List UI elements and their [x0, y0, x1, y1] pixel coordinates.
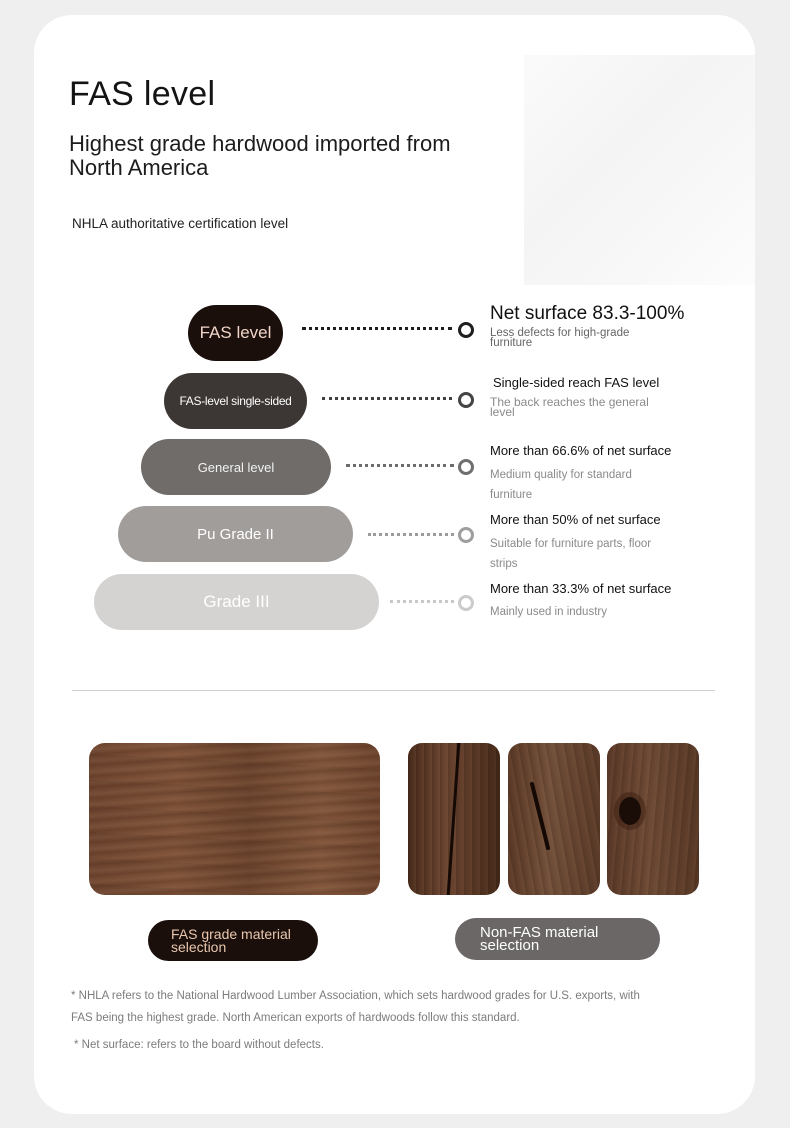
- non-fas-wood-crack-image: [408, 743, 500, 895]
- page-subtitle: Highest grade hardwood imported from North America: [69, 131, 451, 180]
- crack-mark: [447, 743, 461, 895]
- dotted-connector: [390, 600, 454, 603]
- dotted-connector: [368, 533, 454, 536]
- level-heading-single-sided: Single-sided reach FAS level: [493, 375, 660, 390]
- level-description-fas: Less defects for high-grade furniture: [490, 327, 630, 349]
- nhla-footnote: * NHLA refers to the National Hardwood Lumber Association, which sets hardwood grades for U.S. exports, with FAS being the highest grade. North American exports of hardwoods follow this standard.: [71, 990, 640, 1024]
- level-description-general: Medium quality for standard furniture: [490, 469, 632, 501]
- level-description-grade-iii: Mainly used in industry: [490, 606, 607, 618]
- split-mark: [530, 782, 551, 851]
- knot-mark: [619, 797, 641, 825]
- ring-marker-icon: [458, 527, 474, 543]
- level-heading-pu-grade-ii: More than 50% of net surface: [490, 512, 661, 527]
- grade-pill-fas: FAS level: [188, 305, 283, 361]
- net-surface-footnote: * Net surface: refers to the board without defects.: [74, 1039, 324, 1051]
- non-fas-wood-knot-image: [607, 743, 699, 895]
- faded-background-photo: [524, 55, 755, 285]
- ring-marker-icon: [458, 322, 474, 338]
- non-fas-wood-split-image: [508, 743, 600, 895]
- level-heading-fas: Net surface 83.3-100%: [490, 303, 685, 324]
- level-description-pu-grade-ii: Suitable for furniture parts, floor strips: [490, 538, 652, 570]
- grade-pill-pu-grade-ii: Pu Grade II: [118, 506, 353, 562]
- level-heading-grade-iii: More than 33.3% of net surface: [490, 581, 672, 596]
- content-card: [34, 15, 755, 1114]
- fas-material-tag: FAS grade material selection: [148, 920, 318, 961]
- dotted-connector: [322, 397, 452, 400]
- ring-marker-icon: [458, 392, 474, 408]
- ring-marker-icon: [458, 595, 474, 611]
- grade-pill-fas-single-sided: FAS-level single-sided: [164, 373, 307, 429]
- fas-wood-sample-image: [89, 743, 380, 895]
- dotted-connector: [302, 327, 452, 330]
- non-fas-material-tag: Non-FAS material selection: [455, 918, 660, 960]
- dotted-connector: [346, 464, 454, 467]
- ring-marker-icon: [458, 459, 474, 475]
- level-heading-general: More than 66.6% of net surface: [490, 443, 672, 458]
- page-title: FAS level: [69, 75, 216, 113]
- section-divider: [72, 690, 715, 691]
- certification-label: NHLA authoritative certification level: [72, 216, 289, 231]
- grade-pill-grade-iii: Grade III: [94, 574, 379, 630]
- level-description-single-sided: The back reaches the general level: [490, 395, 649, 419]
- grade-pill-general: General level: [141, 439, 331, 495]
